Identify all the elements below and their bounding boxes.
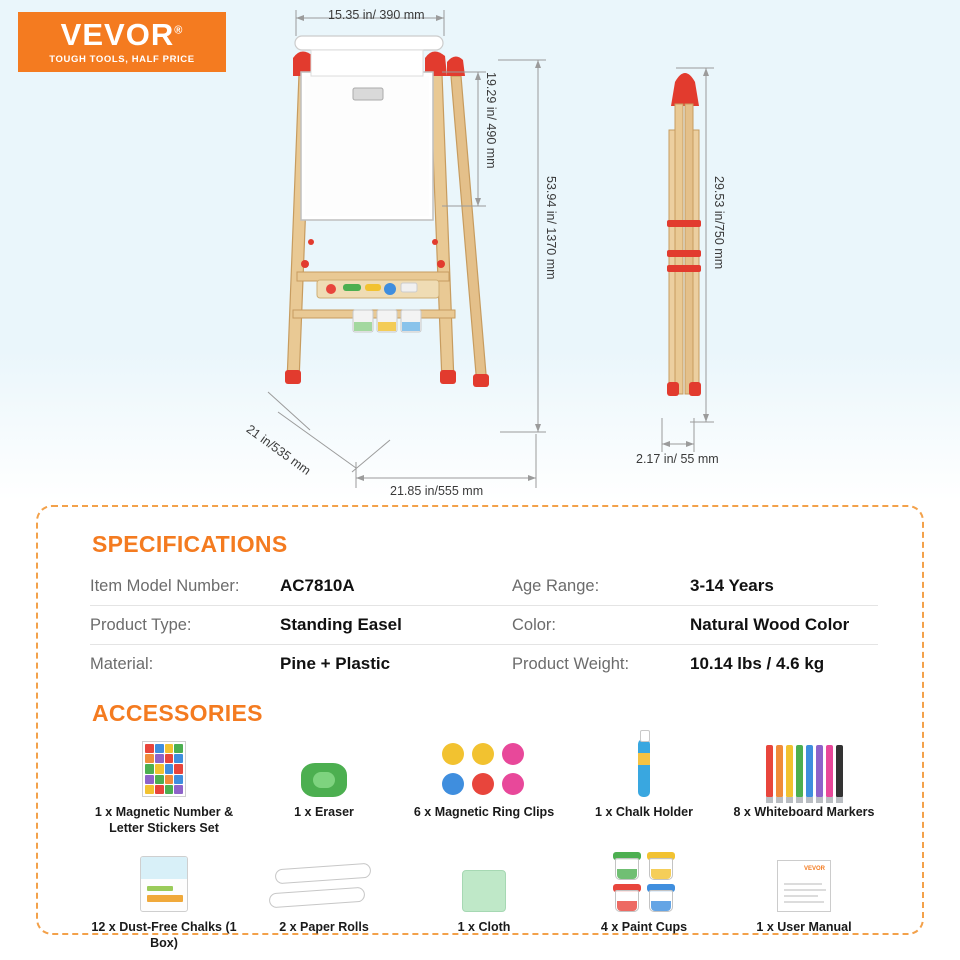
accessory-eraser <box>244 735 404 836</box>
logo-tagline: TOUGH TOOLS, HALF PRICE <box>49 54 195 65</box>
magnetic-ring-clips-icon <box>442 735 526 797</box>
chalk-holder-icon <box>638 735 650 797</box>
user-manual-icon: VEVOR <box>777 850 831 912</box>
logo-name: VEVOR <box>60 17 175 52</box>
specifications-table <box>90 567 878 683</box>
spec-value-item-model-number: AC7810A <box>280 576 355 595</box>
accessory-caption: 12 x Dust-Free Chalks (1 Box) <box>91 920 237 950</box>
specifications-title: SPECIFICATIONS <box>92 531 288 557</box>
accessory-dust-free-chalks <box>84 850 244 951</box>
spec-label-age-range: Age Range: <box>512 576 600 595</box>
spec-label-color: Color: <box>512 615 557 634</box>
table-row <box>90 606 878 645</box>
accessory-chalk-holder <box>564 735 724 836</box>
accessory-cloth <box>404 850 564 951</box>
accessories-grid <box>84 735 884 952</box>
spec-value-product-weight: 10.14 lbs / 4.6 kg <box>690 654 825 673</box>
accessory-caption: 1 x Magnetic Number & Letter Stickers Set <box>94 805 234 835</box>
dim-depth: 21 in/535 mm <box>243 422 314 478</box>
accessory-whiteboard-markers <box>724 735 884 836</box>
dim-board-width: 15.35 in/ 390 mm <box>328 8 425 22</box>
specs-accessories-card <box>36 505 924 950</box>
spec-label-product-type: Product Type: <box>90 615 192 634</box>
chalk-box-icon <box>140 850 188 912</box>
magnetic-stickers-icon <box>142 735 186 797</box>
accessory-caption: 2 x Paper Rolls <box>279 920 369 935</box>
spec-label-product-weight: Product Weight: <box>512 654 630 673</box>
accessory-caption: 1 x Chalk Holder <box>595 805 693 819</box>
whiteboard-markers-icon <box>766 735 843 797</box>
spec-label-material: Material: <box>90 654 154 673</box>
dim-board-height: 19.29 in/ 490 mm <box>484 72 498 169</box>
logo-registered: ® <box>174 24 184 37</box>
dim-folded-thickness: 2.17 in/ 55 mm <box>636 452 719 466</box>
dim-leg-span: 21.85 in/555 mm <box>390 484 484 498</box>
accessory-paint-cups <box>564 850 724 951</box>
spec-label-item-model-number: Item Model Number: <box>90 576 240 595</box>
accessories-title: ACCESSORIES <box>92 700 263 726</box>
accessory-caption: 6 x Magnetic Ring Clips <box>413 805 555 819</box>
spec-value-product-type: Standing Easel <box>280 615 402 634</box>
spec-value-material: Pine + Plastic <box>280 654 391 673</box>
accessory-paper-rolls <box>244 850 404 951</box>
accessory-magnetic-ring-clips <box>404 735 564 836</box>
accessory-caption: 8 x Whiteboard Markers <box>733 805 875 819</box>
table-row <box>90 645 878 684</box>
accessory-caption: 1 x Eraser <box>294 805 354 819</box>
cloth-icon <box>462 850 506 912</box>
accessory-caption: 1 x User Manual <box>756 920 852 935</box>
spec-value-color: Natural Wood Color <box>690 615 850 634</box>
paint-cups-icon <box>612 850 676 912</box>
accessory-user-manual <box>724 850 884 951</box>
accessory-caption: 1 x Cloth <box>457 920 511 935</box>
accessories-row-1 <box>84 735 884 836</box>
spec-value-age-range: 3-14 Years <box>690 576 774 595</box>
paper-rolls-icon <box>269 850 379 912</box>
dim-folded-height: 29.53 in/750 mm <box>712 176 726 270</box>
accessory-caption: 4 x Paint Cups <box>600 920 688 935</box>
dim-total-height: 53.94 in/ 1370 mm <box>544 176 558 280</box>
accessory-magnetic-stickers <box>84 735 244 836</box>
table-row <box>90 567 878 606</box>
eraser-icon <box>301 735 347 797</box>
accessories-row-2 <box>84 850 884 951</box>
